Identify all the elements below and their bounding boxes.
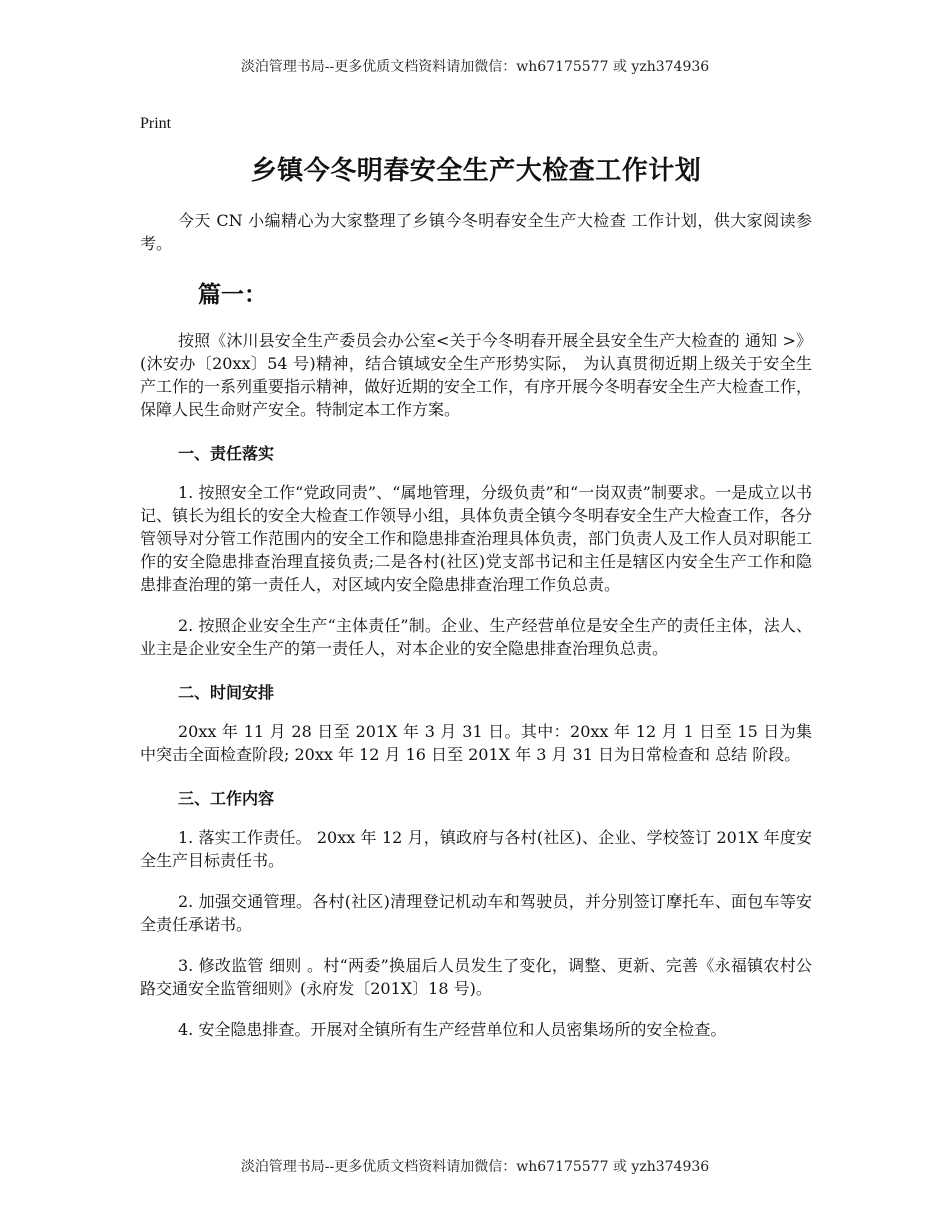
section-paragraph: 1. 按照安全工作“党政同责”、“属地管理，分级负责”和“一岗双责”制要求。一是成立以书记、镇长为组长的安全大检查工作领导小组，具体负责全镇今冬明春安全生产大检查工作，各分管领导对分管工作范围内的安全工作和隐患排查治理具体负责，部门负责人及工作人员对职能工作的安全隐患排查治理直接负责;二是各村(社区)党支部书记和主任是辖区内安全生产工作和隐患排查治理的第一责任人，对区域内安全隐患排查治理工作负总责。 [140, 483, 813, 594]
page-header: 淡泊管理书局--更多优质文档资料请加微信：wh67175577 或 yzh374936 [240, 59, 710, 75]
section-heading-work-content: 三、工作内容 [178, 789, 275, 808]
section-paragraph: 2. 加强交通管理。各村(社区)清理登记机动车和驾驶员，并分别签订摩托车、面包车等安全责任承诺书。 [140, 892, 812, 934]
section-heading-schedule: 二、时间安排 [178, 683, 275, 702]
section-paragraph: 4. 安全隐患排查。开展对全镇所有生产经营单位和人员密集场所的安全检查。 [178, 1020, 727, 1039]
section-paragraph: 1. 落实工作责任。 20xx 年 12 月，镇政府与各村(社区)、企业、学校签订 201X 年度安全生产目标责任书。 [140, 828, 812, 870]
intro-paragraph: 今天 CN 小编精心为大家整理了乡镇今冬明春安全生产大检查 工作计划，供大家阅读参考。 [140, 211, 812, 253]
document-body [140, 113, 812, 1059]
section-paragraph: 2. 按照企业安全生产“主体责任”制。企业、生产经营单位是安全生产的责任主体，法人、业主是企业安全生产的第一责任人，对本企业的安全隐患排查治理负总责。 [140, 616, 812, 658]
document-title: 乡镇今冬明春安全生产大检查工作计划 [250, 156, 702, 186]
part-heading: 篇一： [198, 282, 267, 308]
page-footer: 淡泊管理书局--更多优质文档资料请加微信：wh67175577 或 yzh374936 [240, 1159, 710, 1175]
preamble-paragraph: 按照《沐川县安全生产委员会办公室<关于今冬明春开展全县安全生产大检查的 通知 >》(沐安办〔20xx〕54 号)精神，结合镇域安全生产形势实际， 为认真贯彻近期上级关于安全生产工作的一系列重要指示精神，做好近期的安全工作，有序开展今冬明春安全生产大检查工作，保障人民生命财产安全。特制定本工作方案。 [140, 331, 813, 419]
print-label: Print [140, 115, 172, 132]
section-paragraph: 3. 修改监管 细则 。村“两委”换届后人员发生了变化，调整、更新、完善《永福镇农村公路交通安全监管细则》(永府发〔201X〕18 号)。 [140, 956, 812, 998]
section-paragraph: 20xx 年 11 月 28 日至 201X 年 3 月 31 日。其中：20xx 年 12 月 1 日至 15 日为集中突击全面检查阶段; 20xx 年 12 月 16 日至 201X 年 3 月 31 日为日常检查和 总结 阶段。 [140, 722, 812, 764]
section-heading-responsibility: 一、责任落实 [178, 444, 275, 463]
